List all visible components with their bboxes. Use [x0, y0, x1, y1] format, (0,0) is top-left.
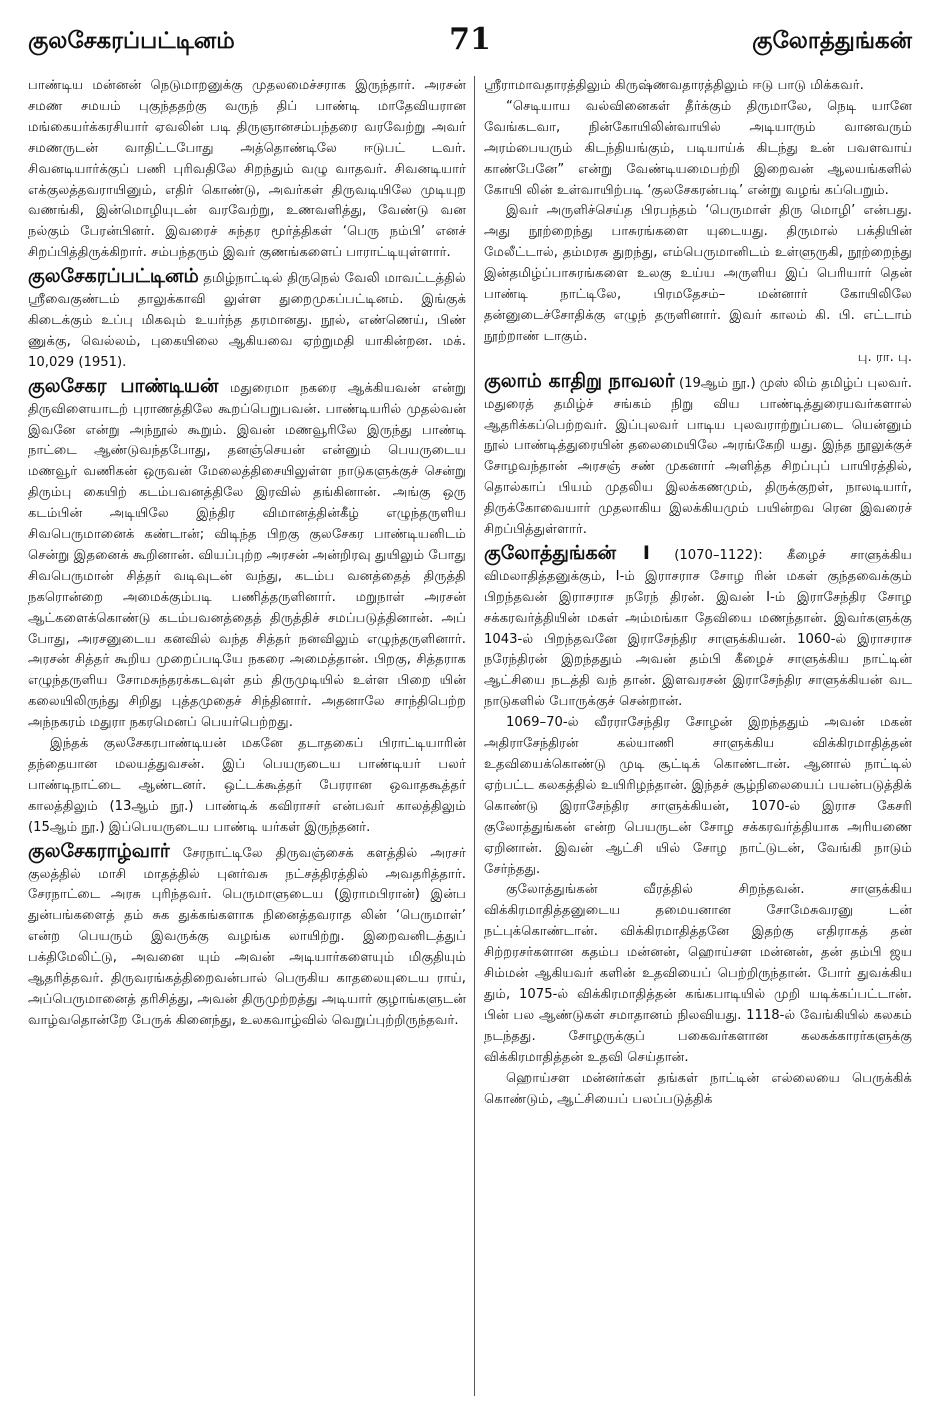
author-initials: பு. ரா. பு.: [857, 349, 912, 365]
entry-text: சேரநாட்டிலே திருவஞ்சைக் களத்தில் அரசர் குலத்தில் மாசி மாதத்தில் புனர்வசு நட்சத்திரத்தில் அவதரித்தார். சேரநாட்டை அரசு புரிந்தவர். பெருமாளுடைய (இராமபிரான்) இன்ப துன்பங்களைத் தம் சுக துக்கங்களாக நினைத்தவராத லின் ‘பெருமாள்’ என்ற பெயரும் இவருக்கு வழங்க லாயிற்று. இறைவனிடத்துப் பக்திமேலிட்டு, அவனை யும் அவன் அடியார்களையும் மிகுதியும் ஆதரித்தவர். திருவரங்கத்திறைவன்பால் பெருகிய காதலையுடைய ராய், அப்பெருமானைத் தரிசித்து, அவன் திருமுற்றத்து அடியார் குழாங்களுடன் வாழ்வதொன்றே பேருக் கினைந்து, உலகவாழ்வில் வெறுப்புற்றிருந்தவர்.: [28, 845, 466, 1028]
paragraph: இந்தக் குலசேகரபாண்டியன் மகனே தடாதகைப் பிராட்டியாரின் தந்தையான மலயத்துவசன். இப் பெயருடைய பாண்டியர் பலர் பாண்டிநாட்டை ஆண்டனர். ஒட்டக்கூத்தர் பேரரான ஒவாதகூத்தர் காலத்திலும் (13ஆம் நூ.) பாண்டிக் கவிராசர் என்பவர் காலத்திலும் (15ஆம் நூ.) இப்பெயருடைய பாண்டி யர்கள் இருந்தனர்.: [28, 736, 466, 835]
quoted-verse: “செடியாய வல்வினைகள் தீர்க்கும் திருமாலே, நெடி யானே வேங்கடவா, நின்கோயிலின்வாயில் அடியாரும் வானவரும் அரம்பையரும் கிடந்தியங்கும், படியாய்க் கிடந்து உன் பவளவாய் காண்பேனே” என்று வேண்டியமைபற்றி இறைவன் ஆலயங்களில் கோயி லின் உள்வாயிற்படி ‘குலசேகரன்படி’ என்று வழங் கப்பெறும்.: [484, 98, 912, 198]
entry-text: தமிழ்நாட்டில் திருநெல் வேலி மாவட்டத்தில் ஸ்ரீவைகுண்டம் தாலுக்காவி லுள்ள துறைமுகப்பட்டினம். இங்குக் கிடைக்கும் உப்பு மிகவும் உயர்ந்த தரமானது. நூல், எண்ணெய், பிண் ணுக்கு, வெல்லம், புகையிலை ஆகியவை ஏற்றுமதி யாகின்றன. மக். 10,029 (1951).: [28, 271, 466, 370]
paragraph: ஹொய்சள மன்னர்கள் தங்கள் நாட்டின் எல்லையை பெருக்கிக் கொண்டும், ஆட்சியைப் பலப்படுத்திக்: [484, 1070, 912, 1107]
right-column: [484, 76, 912, 1406]
entry-headword: குலசேகரப்பட்டினம்: [28, 265, 199, 288]
paragraph: 1069–70-ல் வீரராசேந்திர சோழன் இறந்ததும் அவன் மகன் அதிராசேந்திரன் கல்யாணி சாளுக்கிய விக்கிரமாதித்தன் உதவியைக்கொண்டு முடி சூட்டிக் கொண்டான். ஆனால் நாட்டில் ஏற்பட்ட கலகத்தில் உயிரிழந்தான். இந்தச் சூழ்நிலையைப் பயன்படுத்திக் கொண்டு இராசேந்திர சாளுக்கியன், 1070-ல் இராச கேசரி குலோத்துங்கன் என்ற பெயருடன் சோழ சக்கரவர்த்தியாக அரியணை ஏறினான். இவன் ஆட்சி யில் சோழ நாட்டுடன், வேங்கி நாடும் சேர்ந்தது.: [484, 715, 912, 877]
entry-text: (19ஆம் நூ.) முஸ் லிம் தமிழ்ப் புலவர். மதுரைத் தமிழ்ச் சங்கம் நிறு விய பாண்டித்துரையவர்களால் ஆதரிக்கப்பெற்றவர். இப்புலவர் பாடிய புலவராற்றுப்படை யென்னும் நூல் பாண்டித்துரையின் தலைமையிலே அரங்கேறி யது. இந்த நூலுக்குச் சோழவந்தான் அரசஞ் சண் முகனார் அளித்த சிறப்புப் பாயிரத்தில், தொல்காப் பியம் முதலிய இலக்கணமும், திருக்குறள், நாலடியார், திருக்கோவையார் முதலாகிய இலக்கியமும் பயின்றவ ரென இவரைச் சிறப்பித்துள்ளார்.: [484, 375, 912, 538]
paragraph: பாண்டிய மன்னன் நெடுமாறனுக்கு முதலமைச்சராக இருந்தார். அரசன் சமண சமயம் புகுந்ததற்கு வருந் திப் பாண்டி மாதேவியரான மங்கையர்க்கரசியார் ஏவலின் படி திருஞானசம்பந்தரை வரவேற்று அவர் சமணருடன் வாதிட்டபோது அத்தொண்டிலே ஈடுபட் டவர். சிவனடியார்க்குப் பணி புரிவதிலே சிறந்தும் வழு வாதவர். சிவனடியார் எக்குலத்தவராயினும், எதிர் கொண்டு, அவர்கள் திருவடியிலே முடியுற வணங்கி, இன்மொழியுடன் வரவேற்று, உணவளித்து, வேண்டு வன நல்கும் பேரன்பினர். இவரைச் சுந்தர மூர்த்திகள் ‘பெரு நம்பி’ எனச் சிறப்பித்திருக்கிறார். சம்பந்தரும் இவர் குணங்களைப் பாராட்டியுள்ளார்.: [28, 78, 466, 261]
paragraph: ஸ்ரீராமாவதாரத்திலும் கிருஷ்ணவதாரத்திலும் ஈடு பாடு மிக்கவர்.: [484, 78, 864, 93]
encyclopedia-entry: [484, 369, 912, 541]
encyclopedia-entry: [484, 541, 912, 713]
entry-headword: குலசேகராழ்வார்: [28, 839, 170, 862]
entry-headword: குலசேகர பாண்டியன்: [28, 374, 219, 397]
running-head-left: குலசேகரப்பட்டினம்: [28, 28, 235, 54]
encyclopedia-entry: [28, 839, 466, 1032]
encyclopedia-entry: [28, 264, 466, 374]
paragraph: குலோத்துங்கன் வீரத்தில் சிறந்தவன். சாளுக்கிய விக்கிரமாதித்தனுடைய தமையனான சோமேசுவரனு டன் நட்புக்கொண்டான். விக்கிரமாதித்தனே இதற்கு எதிராகத் தன் சிற்றரசர்களான கதம்ப மன்னன், ஹொய்சள மன்னன், தன் தம்பி ஜய சிம்மன் ஆகியவர் களின் உதவியைப் பெற்றிருந்தான். போர் துவக்கிய தும், 1075-ல் விக்கிரமாதித்தன் கங்கபாடியில் முறி யடிக்கப்பட்டான். பின் பல ஆண்டுகள் சமாதானம் நிலவியது. 1118-ல் வேங்கியில் கலகம் நடந்தது. சோழருக்குப் பகைவர்களான கலகக்காரர்களுக்கு விக்கிரமாதித்தன் உதவி செய்தான்.: [484, 882, 912, 1065]
entry-headword: குலாம் காதிறு நாவலர்: [484, 369, 675, 392]
paragraph: இவர் அருளிச்செய்த பிரபந்தம் ‘பெருமாள் திரு மொழி’ என்பது. அது நூற்றைந்து பாசுரங்களை யுடையது. திருமால் பக்தியின் மேலீட்டால், தம்மரசு துறந்து, எம்பெருமானிடம் உள்ளுருகி, நூற்றைந்து இன்தமிழ்ப்பாசுரங்களை உலகு உய்ய அருளிய இப் பெரியார் தென் பாண்டி நாட்டிலே, பிரமதேசம்– மன்னார் கோயிலிலே தன்னுடைச்சோதிக்கு எழுந் தருளினார். இவர் காலம் கி. பி. எட்டாம் நூற்றாண் டாகும்.: [484, 203, 912, 344]
column-divider: [474, 76, 475, 1396]
left-column: [28, 76, 466, 1406]
entry-headword: குலோத்துங்கன் I: [484, 541, 650, 564]
entry-text: மதுரைமா நகரை ஆக்கியவன் என்று திருவிளையாடற் புராணத்திலே கூறப்பெறுபவன். பாண்டியரில் முதல்வன் இவனே என்று அந்நூல் கூறும். இவன் மணவூரிலே இருந்து பாண்டி நாட்டை ஆண்டுவந்தபோது, தனஞ்செயன் என்னும் பெயருடைய மணவூர் வணிகன் ஒருவன் மேலைத்திசையிலுள்ள நாடுகளுக்குச் சென்று திரும்பு கையிற் கடம்பவனத்திலே இரவில் தங்கினான். அங்கு ஒரு கடம்பின் அடியிலே இந்திர விமானத்தின்கீழ் எழுந்தருளிய சிவபெருமானைக் கண்டான்; விடிந்த பிறகு குலசேகர பாண்டியனிடம் சென்று இதனைக் கூறினான். வியப்புற்ற அரசன் அன்றிரவு துயிலும் போது சிவபெருமான் சித்தர் வடிவுடன் வந்து, கடம்ப வனத்தைத் திருத்தி நகரொன்றை அமைக்கும்படி பணித்தருளினார். மறுநாள் அரசன் ஆட்களைக்கொண்டு கடம்பவனத்தைத் திருத்திச் சமப்படுத்தினான். அப் போது, அரசனுடைய கனவில் வந்த சித்தர் நனவிலும் எழுந்தருளினார். அரசன் சித்தர் கூறிய முறைப்படியே நகரை அமைத்தான். பிறகு, சித்தராக எழுந்தருளிய சோமசுந்தரக்கடவுள் தம் திருமுடியில் உள்ள பிறை யின் கலையிலிருந்து சிறிது புத்தமுதைச் சிந்தினார். அதனாலே சாந்திபெற்ற அந்நகரம் மதுரா நகரமெனப் பெயர்பெற்றது.: [28, 380, 466, 731]
page-number: 71: [449, 22, 491, 57]
page-header: [28, 22, 912, 66]
running-head-right: குலோத்துங்கன்: [752, 28, 912, 54]
entry-text: (1070–1122): கீழைச் சாளுக்கிய விமலாதித்தனுக்கும், I-ம் இராசராச சோழ ரின் மகள் குந்தவைக்கும் பிறந்தவன் இராசராச நரேந் திரன். இவன் I-ம் இராசேந்திர சோழ சக்கரவர்த்தியின் மகள் அம்மங்கா தேவியை மணந்தான். இவர்களுக்கு 1043-ல் பிறந்தவனே இராசேந்திர சாளுக்கியன். 1060-ல் இராசராச நரேந்திரன் இறந்ததும் அவன் தம்பி கீழைச் சாளுக்கிய நாட்டின் ஆட்சியை நடத்தி வந் தான். இளவரசன் இராசேந்திர சாளுக்கியன் வட நாடுகளில் போருக்குச் சென்றான்.: [484, 547, 912, 710]
encyclopedia-entry: [28, 374, 466, 734]
